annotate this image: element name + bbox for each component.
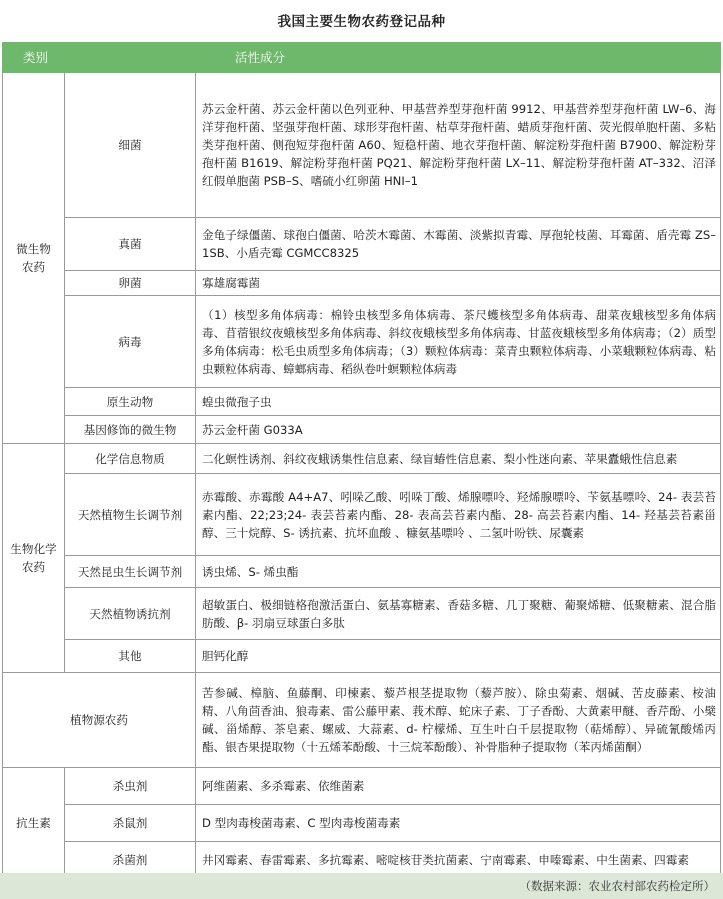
table-header-row [3,43,721,73]
table-row [3,444,721,474]
ingredient-cell: 诱虫烯、S- 烯虫酯 [196,556,721,588]
subcategory-cell: 杀虫剂 [65,768,196,805]
ingredient-cell: 金龟子绿僵菌、球孢白僵菌、哈茨木霉菌、木霉菌、淡紫拟青霉、厚孢轮枝菌、耳霉菌、盾壳霉 ZS–1SB、小盾壳霉 CGMCC8325 [196,218,721,271]
category-cell: 微生物 农药 [3,73,65,444]
ingredient-cell: 寡雄腐霉菌 [196,271,721,296]
document-title: 我国主要生物农药登记品种 [277,14,446,30]
ingredient-cell: 蝗虫微孢子虫 [196,388,721,416]
ingredient-cell: 苏云金杆菌 G033A [196,416,721,444]
pesticide-table [2,42,721,879]
subcategory-cell: 化学信息物质 [65,444,196,474]
ingredient-cell: 二化螟性诱剂、斜纹夜蛾诱集性信息素、绿盲蝽性信息素、梨小性迷向素、苹果蠹蛾性信息素 [196,444,721,474]
table-row [3,73,721,218]
table-row [3,588,721,640]
table-row [3,673,721,768]
ingredient-cell: 阿维菌素、多杀霉素、依维菌素 [196,768,721,805]
subcategory-cell: 杀鼠剂 [65,805,196,842]
table-row [3,296,721,388]
subcategory-cell: 病毒 [65,296,196,388]
table-row [3,805,721,842]
table-row [3,768,721,805]
subcategory-cell: 天然昆虫生长调节剂 [65,556,196,588]
ingredient-cell: D 型肉毒梭菌毒素、C 型肉毒梭菌毒素 [196,805,721,842]
table-row [3,640,721,673]
ingredient-cell: （1）核型多角体病毒：棉铃虫核型多角体病毒、茶尺蠖核型多角体病毒、甜菜夜蛾核型多角体病毒、苜蓿银纹夜蛾核型多角体病毒、斜纹夜蛾核型多角体病毒、甘蓝夜蛾核型多角体病毒；（2）质型多角体病毒：松毛虫质型多角体病毒；（3）颗粒体病毒：菜青虫颗粒体病毒、小菜蛾颗粒体病毒、粘虫颗粒体病毒、蟑螂病毒、稻纵卷叶螟颗粒体病毒 [196,296,721,388]
subcategory-cell: 卵菌 [65,271,196,296]
header-ingredient: 活性成分 [65,43,721,73]
ingredient-cell: 胆钙化醇 [196,640,721,673]
table-row [3,388,721,416]
subcategory-cell: 细菌 [65,73,196,218]
table-row [3,218,721,271]
header-category: 类别 [3,43,65,73]
subcategory-cell: 原生动物 [65,388,196,416]
subcategory-cell: 杀菌剂 [65,842,196,879]
subcategory-cell: 天然植物生长调节剂 [65,474,196,556]
category-cell: 植物源农药 [3,673,196,768]
subcategory-cell: 天然植物诱抗剂 [65,588,196,640]
ingredient-cell: 井冈霉素、春雷霉素、多抗霉素、嘧啶核苷类抗菌素、宁南霉素、申嗪霉素、中生菌素、四霉素 [196,842,721,879]
ingredient-cell: 赤霉酸、赤霉酸 A4+A7、吲哚乙酸、吲哚丁酸、烯腺嘌呤、羟烯腺嘌呤、苄氨基嘌呤、24- 表芸苔素内酯、22;23;24- 表芸苔素内酯、28- 表高芸苔素内酯、28- 高芸苔素内酯、14- 羟基芸苔素甾醇、三十烷醇、S- 诱抗素、抗坏血酸 、糠氨基嘌呤 、二氢叶吩铁、尿囊素 [196,474,721,556]
category-cell: 生物化学 农药 [3,444,65,673]
table-row [3,416,721,444]
table-row [3,271,721,296]
table-row [3,556,721,588]
category-cell: 抗生素 [3,768,65,879]
ingredient-cell: 超敏蛋白、极细链格孢激活蛋白、氨基寡糖素、香菇多糖、几丁聚糖、葡聚烯糖、低聚糖素、混合脂肪酸、β- 羽扇豆球蛋白多肽 [196,588,721,640]
table-row [3,474,721,556]
subcategory-cell: 基因修饰的微生物 [65,416,196,444]
subcategory-cell: 其他 [65,640,196,673]
ingredient-cell: 苏云金杆菌、苏云金杆菌以色列亚种、甲基营养型芽孢杆菌 9912、甲基营养型芽孢杆菌 LW–6、海洋芽孢杆菌、坚强芽孢杆菌、球形芽孢杆菌、枯草芽孢杆菌、蜡质芽孢杆菌、荧光假单胞杆菌、多粘类芽孢杆菌、侧孢短芽孢杆菌 A60、短稳杆菌、地衣芽孢杆菌、解淀粉芽孢杆菌 B7900、解淀粉芽孢杆菌 B1619、解淀粉芽孢杆菌 PQ21、解淀粉芽孢杆菌 LX–11、解淀粉芽孢杆菌 AT–332、沼泽红假单胞菌 PSB–S、嗜硫小红卵菌 HNI–1 [196,73,721,218]
ingredient-cell: 苦参碱、樟脑、鱼藤酮、印楝素、藜芦根茎提取物（藜芦胺）、除虫菊素、烟碱、苦皮藤素、桉油精、八角茴香油、狼毒素、雷公藤甲素、莪术醇、蛇床子素、丁子香酚、大黄素甲醚、香芹酚、小檗碱、甾烯醇、茶皂素、螺威、大蒜素、d- 柠檬烯、互生叶白千层提取物（萜烯醇）、异硫氰酸烯丙酯、银杏果提取物（十五烯苯酚酸、十三烷苯酚酸）、补骨脂种子提取物（苯丙烯菌酮） [196,673,721,768]
data-source-note: （数据来源：农业农村部农药检定所） [519,879,715,893]
subcategory-cell: 真菌 [65,218,196,271]
